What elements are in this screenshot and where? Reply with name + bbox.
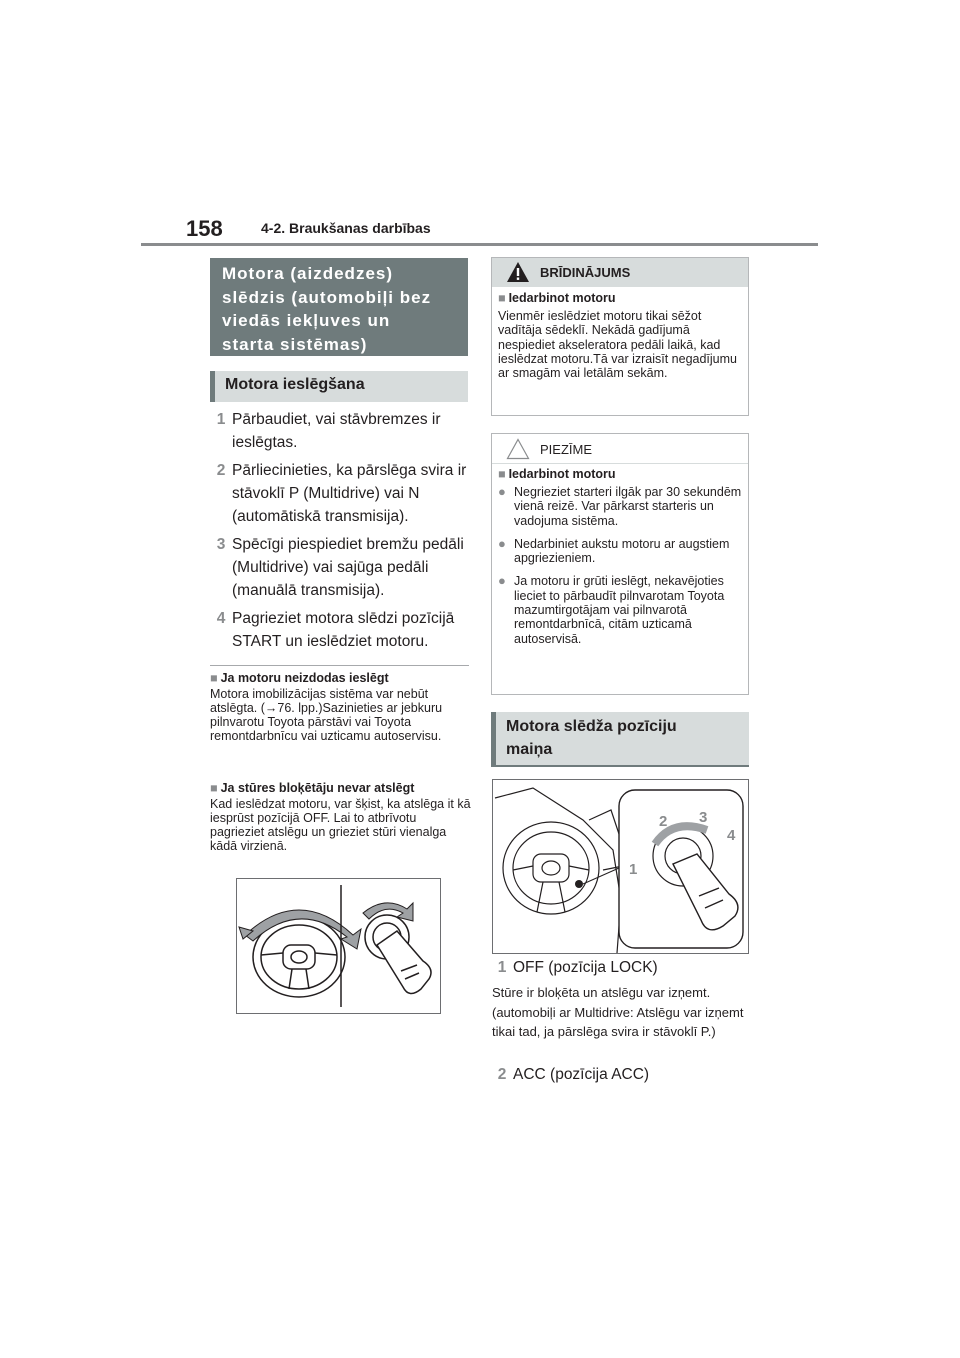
step-text: Pārliecinieties, ka pārslēga svira ir stāvoklī P (Multidrive) vai N (automātiskā transmisija).: [232, 462, 467, 525]
key-icon: [365, 915, 431, 994]
position-text: ACC (pozīcija ACC): [513, 1066, 650, 1083]
section-title-line: viedās iekļuves un: [222, 311, 391, 330]
position-number: 1: [497, 959, 507, 976]
round-bullet-icon: ●: [498, 573, 506, 589]
step-number: 4: [216, 610, 226, 627]
step-item: [210, 607, 472, 653]
steering-key-drawing: [237, 879, 440, 1013]
notice-content: [498, 467, 742, 655]
header-divider: [141, 243, 818, 246]
note-heading: ■ Ja motoru neizdodas ieslēgt: [210, 671, 389, 685]
notice-box: [491, 433, 749, 695]
square-bullet-icon: ■: [498, 291, 506, 305]
step-item: [210, 408, 472, 454]
position-item-acc: [491, 1064, 753, 1086]
page-number: 158: [186, 216, 223, 241]
position-number: 2: [497, 1066, 507, 1083]
subheading-switch-positions: [491, 712, 749, 765]
step-number: 1: [216, 411, 226, 428]
position-off-description: Stūre ir bloķēta un atslēgu var izņemt. (automobiļi ar Multidrive: Atslēgu var izņemt tikai tad, ja pārslēga svira ir stāvoklī P.): [492, 985, 744, 1039]
dashboard-icon: [495, 788, 623, 953]
step-item: [210, 459, 472, 528]
notice-subheading: ■ Iedarbinot motoru: [498, 467, 616, 481]
warning-title: BRĪDINĀJUMS: [540, 265, 631, 280]
switch-positions-illustration: [492, 779, 749, 954]
warning-text: Vienmēr ieslēdziet motoru tikai sēžot vadītāja sēdeklī. Nekādā gadījumā nespiediet akseleratora pedāli laikā, kad ieslēdzat motoru.Tā var izraisīt negadījumu ar smagām vai letālām sekām.: [498, 309, 737, 381]
notes-divider: [210, 665, 469, 666]
note-body: Kad ieslēdzat motoru, var šķist, ka atslēga it kā iesprūst pozīcijā OFF. Lai to atbrīvotu pagrieziet atslēgu un grieziet stūri vienalga kādā virzienā.: [210, 797, 471, 853]
subheading-line: Motora slēdža pozīciju: [506, 718, 677, 735]
subheading-engine-start: Motora ieslēgšana: [210, 371, 468, 402]
dashboard-key-drawing: [493, 780, 748, 953]
step-number: 2: [216, 462, 226, 479]
position-label: 2: [659, 813, 668, 830]
chapter-title: 4-2. Braukšanas darbības: [261, 220, 431, 236]
position-label: 3: [699, 809, 708, 826]
position-text: OFF (pozīcija LOCK): [513, 959, 658, 976]
start-steps-list: [210, 408, 472, 658]
step-text: Spēcīgi piespiediet bremžu pedāli (Multidrive) vai sajūga pedāli (manuālā transmisija).: [232, 536, 464, 599]
section-title-line: Motora (aizdedzes): [222, 264, 394, 283]
notice-triangle-icon: [506, 438, 530, 460]
notice-bullet: ● Nedarbiniet aukstu motoru ar augstiem apgriezieniem.: [498, 535, 730, 566]
subheading-underline: [491, 765, 749, 767]
step-text: Pagrieziet motora slēdzi pozīcijā START un ieslēdziet motoru.: [232, 610, 455, 650]
round-bullet-icon: ●: [498, 535, 506, 551]
section-title-line: starta sistēmas): [222, 334, 368, 354]
notice-bullet: ● Negrieziet starteri ilgāk par 30 sekundēm vienā reizē. Var pārkarst starteris un vadojuma sistēma.: [498, 484, 742, 528]
position-label: 1: [629, 861, 638, 878]
section-title-line: slēdzis (automobiļi bez: [222, 287, 432, 307]
note-engine-fails: [210, 671, 472, 743]
subheading-line: maiņa: [506, 741, 553, 758]
square-bullet-icon: ■: [498, 467, 506, 481]
warning-content: [498, 291, 742, 380]
notice-title: PIEZĪME: [540, 442, 593, 457]
note-steering-lock: [210, 781, 472, 853]
note-heading: ■ Ja stūres bloķētāju nevar atslēgt: [210, 781, 415, 795]
step-text: Pārbaudiet, vai stāvbremzes ir ieslēgtas.: [232, 411, 441, 451]
warning-subheading: ■ Iedarbinot motoru: [498, 291, 616, 305]
steering-lock-illustration: [236, 878, 441, 1014]
warning-box: [491, 257, 749, 416]
round-bullet-icon: ●: [498, 484, 506, 499]
note-body: Motora imobilizācijas sistēma var nebūt atslēgta. (→76. lpp.)Sazinieties ar jebkuru pilnvarotu Toyota pārstāvi vai Toyota remontdarbnīcu vai uzticamu autoservisu.: [210, 687, 443, 743]
step-item: [210, 533, 472, 602]
section-title: [210, 258, 468, 356]
rotate-arrow-icon: [245, 910, 361, 949]
warning-triangle-icon: [506, 261, 530, 283]
step-number: 3: [216, 536, 226, 553]
notice-title-bar: [492, 434, 748, 464]
ignition-slot-icon: [575, 880, 583, 888]
square-bullet-icon: ■: [210, 781, 218, 795]
position-label: 4: [727, 827, 736, 844]
square-bullet-icon: ■: [210, 671, 218, 685]
position-item-off: [491, 957, 753, 979]
notice-bullet: ● Ja motoru ir grūti ieslēgt, nekavējoties lieciet to pārbaudīt pilnvarotam Toyota mazumtirgotājam vai pilnvarotā remontdarbnīcā, citām uzticamā autoservisā.: [498, 573, 725, 646]
warning-title-bar: [492, 258, 748, 287]
